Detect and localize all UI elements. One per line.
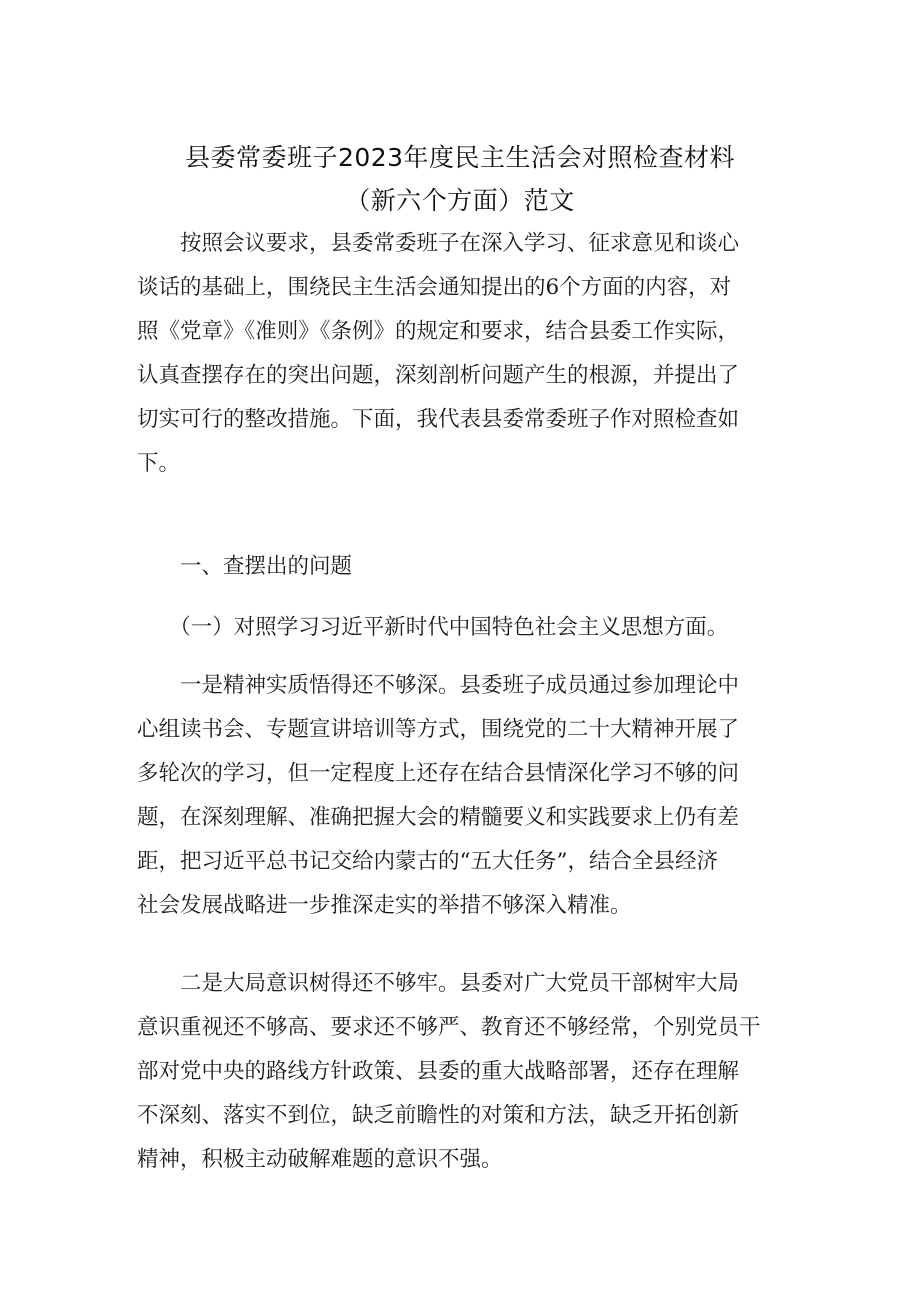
paragraph-line: 照《党章》《准则》《条例》的规定和要求，结合县委工作实际，	[137, 319, 740, 344]
paragraph-line: 心组读书会、专题宣讲培训等方式，围绕党的二十大精神开展了	[137, 717, 740, 742]
paragraph-point-one	[137, 664, 797, 928]
paragraph-line: 不深刻、落实不到位，缺乏前瞻性的对策和方法，缺乏开拓创新	[137, 1103, 740, 1128]
paragraph-line: 部对党中央的路线方针政策、县委的重大战略部署，还存在理解	[137, 1059, 740, 1084]
paragraph-line: 一、查摆出的问题	[137, 554, 353, 579]
paragraph-line: 认真查摆存在的突出问题，深刻剖析问题产生的根源，并提出了	[137, 363, 740, 388]
paragraph-intro	[137, 222, 797, 486]
subsection-heading	[137, 606, 797, 650]
paragraph-line: 谈话的基础上，围绕民主生活会通知提出的6个方面的内容，对	[137, 275, 732, 300]
paragraph-point-two	[137, 962, 797, 1182]
paragraph-line: 意识重视还不够高、要求还不够严、教育还不够经常，个别党员干	[137, 1015, 761, 1040]
paragraph-line: 社会发展战略进一步推深走实的举措不够深入精准。	[137, 893, 632, 918]
document-title-line-1: 县委常委班子2023年度民主生活会对照检查材料	[184, 143, 736, 172]
paragraph-line: 按照会议要求，县委常委班子在深入学习、征求意见和谈心	[137, 231, 740, 256]
section-heading	[137, 545, 797, 589]
paragraph-line: 精神，积极主动破解难题的意识不强。	[137, 1147, 503, 1172]
document-title-line-2: （新六个方面）范文	[345, 186, 575, 215]
paragraph-line: 距，把习近平总书记交给内蒙古的“五大任务”，结合全县经济	[137, 849, 718, 874]
paragraph-line: 切实可行的整改措施。下面，我代表县委常委班子作对照检查如	[137, 407, 740, 432]
paragraph-line: （一）对照学习习近平新时代中国特色社会主义思想方面。	[137, 615, 729, 640]
paragraph-line: 二是大局意识树得还不够牢。县委对广大党员干部树牢大局	[137, 971, 740, 996]
paragraph-line: 题，在深刻理解、准确把握大会的精髓要义和实践要求上仍有差	[137, 805, 740, 830]
paragraph-line: 下。	[137, 451, 181, 476]
paragraph-line: 一是精神实质悟得还不够深。县委班子成员通过参加理论中	[137, 673, 740, 698]
paragraph-line: 多轮次的学习，但一定程度上还存在结合县情深化学习不够的问	[137, 761, 740, 786]
